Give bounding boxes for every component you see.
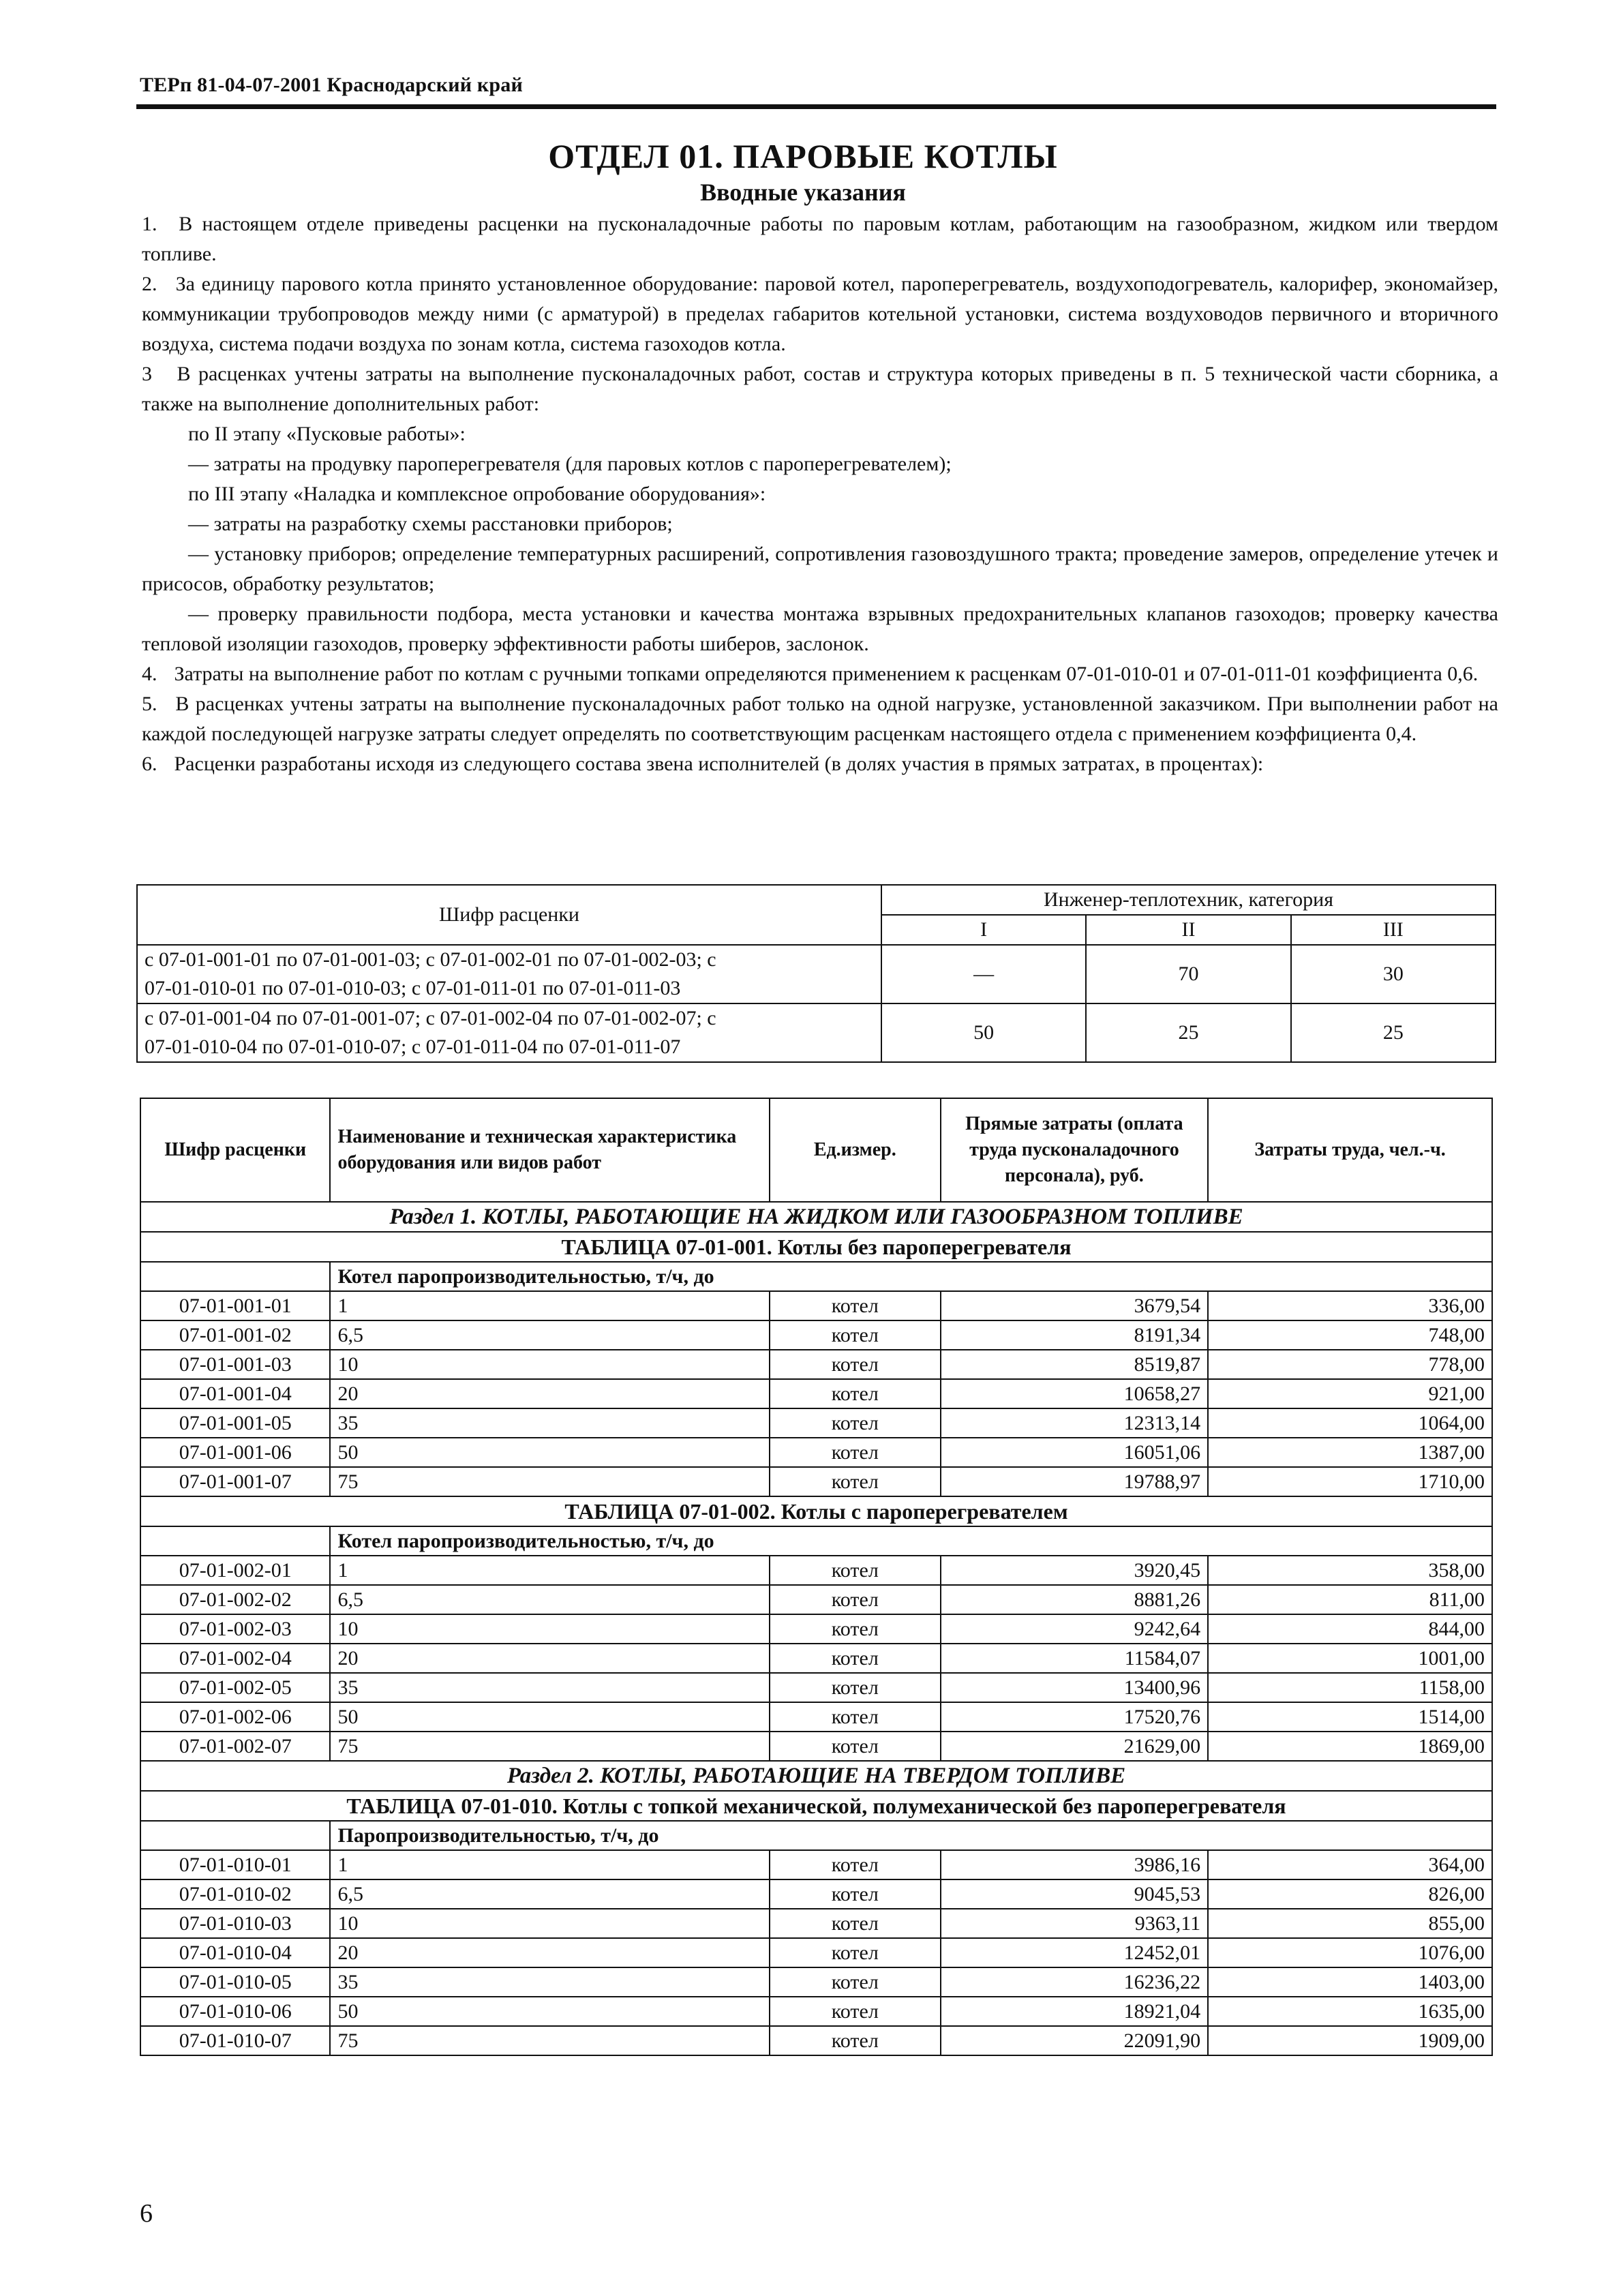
labor-value: 1909,00: [1208, 2026, 1492, 2055]
paragraph-text: — установку приборов; определение температурных расширений, сопротивления газовоздушного тракта; проведение замеров, определение утечек и присосов, обработку результатов;: [142, 543, 1498, 595]
labor-value: 1064,00: [1208, 1408, 1492, 1438]
document-header: ТЕРп 81-04-07-2001 Краснодарский край: [140, 74, 523, 96]
table-row: [140, 1408, 1492, 1438]
labor-value: 1514,00: [1208, 1702, 1492, 1732]
table-title-row: [140, 1232, 1492, 1262]
rate-code: 07-01-002-05: [140, 1673, 330, 1702]
codes-line: 07-01-010-01 по 07-01-010-03; с 07-01-011-01 по 07-01-011-03: [145, 977, 681, 999]
crew-cat-2-value: 25: [1086, 1003, 1290, 1062]
capacity-value: 6,5: [330, 1320, 769, 1350]
table-row: [140, 1732, 1492, 1761]
codes-line: с 07-01-001-01 по 07-01-001-03; с 07-01-002-01 по 07-01-002-03; с: [145, 948, 716, 971]
col-unit: Ед.измер.: [770, 1098, 941, 1202]
rate-code: 07-01-002-06: [140, 1702, 330, 1732]
direct-cost-value: 22091,90: [941, 2026, 1208, 2055]
table-07-01-010-title: ТАБЛИЦА 07-01-010. Котлы с топкой механической, полумеханической без пароперегревателя: [140, 1791, 1492, 1821]
capacity-value: 75: [330, 1467, 769, 1496]
direct-cost-value: 12452,01: [941, 1938, 1208, 1967]
rate-code: 07-01-001-07: [140, 1467, 330, 1496]
paragraph-4: [142, 659, 1498, 689]
capacity-value: 75: [330, 1732, 769, 1761]
rate-code: 07-01-001-02: [140, 1320, 330, 1350]
paragraph-number: 1.: [142, 213, 157, 235]
rate-code: 07-01-010-05: [140, 1967, 330, 1997]
direct-cost-value: 9363,11: [941, 1909, 1208, 1938]
crew-col-cat-1: I: [881, 915, 1086, 945]
unit-value: котел: [770, 1379, 941, 1408]
rate-code: 07-01-002-04: [140, 1644, 330, 1673]
labor-value: 1635,00: [1208, 1997, 1492, 2026]
table-row: [140, 1350, 1492, 1379]
paragraph-3-stage-3: по III этапу «Наладка и комплексное опробование оборудования»:: [188, 483, 766, 505]
table-row: [140, 1644, 1492, 1673]
capacity-value: 35: [330, 1673, 769, 1702]
crew-cat-1-value: 50: [881, 1003, 1086, 1062]
capacity-value: 20: [330, 1379, 769, 1408]
paragraph-text: Расценки разработаны исходя из следующего состава звена исполнителей (в долях участия в прямых затратах, в процентах):: [174, 753, 1264, 775]
section-2-title: Раздел 2. КОТЛЫ, РАБОТАЮЩИЕ НА ТВЕРДОМ ТОПЛИВЕ: [140, 1761, 1492, 1791]
group-empty-cell: [140, 1526, 330, 1556]
labor-value: 1001,00: [1208, 1644, 1492, 1673]
rate-code: 07-01-010-03: [140, 1909, 330, 1938]
crew-col-cat-3: III: [1291, 915, 1496, 945]
unit-value: котел: [770, 1850, 941, 1879]
labor-value: 1403,00: [1208, 1967, 1492, 1997]
table-row: [140, 1585, 1492, 1614]
paragraph-2: [142, 269, 1498, 359]
section-row: [140, 1202, 1492, 1232]
unit-value: котел: [770, 1879, 941, 1909]
unit-value: котел: [770, 1673, 941, 1702]
direct-cost-value: 17520,76: [941, 1702, 1208, 1732]
paragraph-number: 4.: [142, 663, 157, 685]
capacity-value: 6,5: [330, 1879, 769, 1909]
unit-value: котел: [770, 1320, 941, 1350]
col-name: Наименование и техническая характеристика оборудования или видов работ: [330, 1098, 769, 1202]
direct-cost-value: 16051,06: [941, 1438, 1208, 1467]
table-row: [140, 1967, 1492, 1997]
labor-value: 336,00: [1208, 1291, 1492, 1320]
table-row: [140, 1438, 1492, 1467]
direct-cost-value: 3679,54: [941, 1291, 1208, 1320]
unit-value: котел: [770, 1702, 941, 1732]
rate-code: 07-01-010-07: [140, 2026, 330, 2055]
rate-code: 07-01-001-05: [140, 1408, 330, 1438]
capacity-value: 1: [330, 1291, 769, 1320]
group-empty-cell: [140, 1821, 330, 1850]
paragraph-number: 2.: [142, 273, 157, 295]
capacity-value: 50: [330, 1438, 769, 1467]
rate-code: 07-01-001-03: [140, 1350, 330, 1379]
labor-value: 358,00: [1208, 1556, 1492, 1585]
rate-code: 07-01-001-04: [140, 1379, 330, 1408]
header-rule-divider: [136, 104, 1496, 109]
group-title: Котел паропроизводительностью, т/ч, до: [330, 1262, 1492, 1291]
unit-value: котел: [770, 1467, 941, 1496]
labor-value: 1387,00: [1208, 1438, 1492, 1467]
crew-codes: [137, 1003, 881, 1062]
direct-cost-value: 19788,97: [941, 1467, 1208, 1496]
capacity-value: 10: [330, 1350, 769, 1379]
table-row: [140, 1938, 1492, 1967]
paragraph-3-item: — затраты на продувку пароперегревателя (для паровых котлов с пароперегревателем);: [188, 453, 952, 475]
rate-code: 07-01-002-07: [140, 1732, 330, 1761]
table-row: [140, 1614, 1492, 1644]
codes-line: 07-01-010-04 по 07-01-010-07; с 07-01-011-04 по 07-01-011-07: [145, 1036, 681, 1058]
rate-code: 07-01-010-01: [140, 1850, 330, 1879]
crew-cat-3-value: 30: [1291, 945, 1496, 1003]
page-subtitle: Вводные указания: [700, 179, 906, 206]
capacity-value: 35: [330, 1408, 769, 1438]
capacity-value: 50: [330, 1997, 769, 2026]
labor-value: 778,00: [1208, 1350, 1492, 1379]
direct-cost-value: 21629,00: [941, 1732, 1208, 1761]
unit-value: котел: [770, 1967, 941, 1997]
direct-cost-value: 3986,16: [941, 1850, 1208, 1879]
page-number: 6: [140, 2199, 153, 2228]
crew-row: [137, 945, 1496, 1003]
rates-header-row: [140, 1098, 1492, 1202]
crew-cat-2-value: 70: [1086, 945, 1290, 1003]
unit-value: котел: [770, 1938, 941, 1967]
direct-cost-value: 16236,22: [941, 1967, 1208, 1997]
paragraph-number: 6.: [142, 753, 157, 775]
direct-cost-value: 9045,53: [941, 1879, 1208, 1909]
group-row: [140, 1821, 1492, 1850]
crew-codes: [137, 945, 881, 1003]
table-row: [140, 1379, 1492, 1408]
crew-col-cat-2: II: [1086, 915, 1290, 945]
direct-cost-value: 10658,27: [941, 1379, 1208, 1408]
table-row: [140, 1673, 1492, 1702]
rate-code: 07-01-001-06: [140, 1438, 330, 1467]
crew-cat-1-value: —: [881, 945, 1086, 1003]
capacity-value: 75: [330, 2026, 769, 2055]
labor-value: 364,00: [1208, 1850, 1492, 1879]
crew-cat-3-value: 25: [1291, 1003, 1496, 1062]
direct-cost-value: 13400,96: [941, 1673, 1208, 1702]
group-title: Паропроизводительностью, т/ч, до: [330, 1821, 1492, 1850]
paragraph-3-item: [142, 599, 1498, 659]
codes-line: с 07-01-001-04 по 07-01-001-07; с 07-01-002-04 по 07-01-002-07; с: [145, 1007, 716, 1029]
rate-code: 07-01-002-03: [140, 1614, 330, 1644]
paragraph-number: 3: [142, 363, 152, 385]
labor-value: 1710,00: [1208, 1467, 1492, 1496]
section-1-title: Раздел 1. КОТЛЫ, РАБОТАЮЩИЕ НА ЖИДКОМ ИЛИ ГАЗООБРАЗНОМ ТОПЛИВЕ: [140, 1202, 1492, 1232]
paragraph-text: Затраты на выполнение работ по котлам с ручными топками определяются применением к расценкам 07-01-010-01 и 07-01-011-01 коэффициента 0,6.: [174, 663, 1479, 685]
table-row: [140, 1909, 1492, 1938]
capacity-value: 1: [330, 1850, 769, 1879]
direct-cost-value: 11584,07: [941, 1644, 1208, 1673]
unit-value: котел: [770, 1585, 941, 1614]
unit-value: котел: [770, 1291, 941, 1320]
rate-code: 07-01-001-01: [140, 1291, 330, 1320]
rates-table: [140, 1098, 1493, 2056]
rate-code: 07-01-002-01: [140, 1556, 330, 1585]
group-row: [140, 1262, 1492, 1291]
paragraph-text: В расценках учтены затраты на выполнение пусконаладочных работ только на одной нагрузке, установленной заказчиком. При выполнении работ на каждой последующей нагрузке затраты следует определять по соответствующим расценкам настоящего отдела с применением коэффициента 0,4.: [142, 693, 1498, 745]
table-row: [140, 1291, 1492, 1320]
group-title: Котел паропроизводительностью, т/ч, до: [330, 1526, 1492, 1556]
labor-value: 1158,00: [1208, 1673, 1492, 1702]
unit-value: котел: [770, 1909, 941, 1938]
labor-value: 844,00: [1208, 1614, 1492, 1644]
paragraph-3-stage-2: по II этапу «Пусковые работы»:: [188, 423, 466, 445]
rates-body: [140, 1202, 1492, 2055]
section-row: [140, 1761, 1492, 1791]
labor-value: 1076,00: [1208, 1938, 1492, 1967]
labor-value: 1869,00: [1208, 1732, 1492, 1761]
group-empty-cell: [140, 1262, 330, 1291]
table-title-row: [140, 1496, 1492, 1526]
direct-cost-value: 12313,14: [941, 1408, 1208, 1438]
unit-value: котел: [770, 1614, 941, 1644]
crew-col-group: Инженер-теплотехник, категория: [881, 885, 1496, 915]
unit-value: котел: [770, 1732, 941, 1761]
paragraph-3-item: [142, 539, 1498, 599]
unit-value: котел: [770, 1556, 941, 1585]
unit-value: котел: [770, 1438, 941, 1467]
group-row: [140, 1526, 1492, 1556]
table-07-01-001-title: ТАБЛИЦА 07-01-001. Котлы без пароперегревателя: [140, 1232, 1492, 1262]
direct-cost-value: 8191,34: [941, 1320, 1208, 1350]
paragraph-1: [142, 209, 1498, 269]
labor-value: 826,00: [1208, 1879, 1492, 1909]
capacity-value: 50: [330, 1702, 769, 1732]
capacity-value: 20: [330, 1644, 769, 1673]
rate-code: 07-01-010-04: [140, 1938, 330, 1967]
paragraph-text: В расценках учтены затраты на выполнение пусконаладочных работ, состав и структура которых приведены в п. 5 технической части сборника, а также на выполнение дополнительных работ:: [142, 363, 1498, 415]
capacity-value: 35: [330, 1967, 769, 1997]
capacity-value: 6,5: [330, 1585, 769, 1614]
unit-value: котел: [770, 1644, 941, 1673]
table-row: [140, 1702, 1492, 1732]
crew-row: [137, 1003, 1496, 1062]
rate-code: 07-01-010-06: [140, 1997, 330, 2026]
paragraph-5: [142, 689, 1498, 749]
paragraph-6: [142, 749, 1498, 779]
page-title: ОТДЕЛ 01. ПАРОВЫЕ КОТЛЫ: [548, 137, 1058, 175]
capacity-value: 1: [330, 1556, 769, 1585]
table-row: [140, 1320, 1492, 1350]
capacity-value: 10: [330, 1909, 769, 1938]
unit-value: котел: [770, 1997, 941, 2026]
table-row: [140, 1879, 1492, 1909]
crew-composition-table: [136, 884, 1496, 1063]
direct-cost-value: 8881,26: [941, 1585, 1208, 1614]
capacity-value: 20: [330, 1938, 769, 1967]
unit-value: котел: [770, 1350, 941, 1379]
crew-header-row: [137, 885, 1496, 915]
paragraph-3-item: — затраты на разработку схемы расстановки приборов;: [188, 513, 673, 535]
table-row: [140, 1997, 1492, 2026]
unit-value: котел: [770, 1408, 941, 1438]
paragraph-number: 5.: [142, 693, 157, 715]
capacity-value: 10: [330, 1614, 769, 1644]
labor-value: 811,00: [1208, 1585, 1492, 1614]
table-title-row: [140, 1791, 1492, 1821]
labor-value: 748,00: [1208, 1320, 1492, 1350]
direct-cost-value: 8519,87: [941, 1350, 1208, 1379]
introductory-notes: [142, 209, 1498, 779]
table-07-01-002-title: ТАБЛИЦА 07-01-002. Котлы с пароперегревателем: [140, 1496, 1492, 1526]
rate-code: 07-01-010-02: [140, 1879, 330, 1909]
paragraph-text: За единицу парового котла принято установленное оборудование: паровой котел, пароперегреватель, воздухоподогреватель, калорифер, экономайзер, коммуникации трубопроводов между ними (с арматурой) в пределах габаритов котельной установки, система воздуховодов первичного и вторичного воздуха, система подачи воздуха по зонам котла, система газоходов котла.: [142, 273, 1498, 355]
paragraph-text: — проверку правильности подбора, места установки и качества монтажа взрывных предохранительных клапанов газоходов; проверку качества тепловой изоляции газоходов, проверку эффективности работы шиберов, заслонок.: [142, 603, 1498, 655]
col-code: Шифр расценки: [140, 1098, 330, 1202]
table-row: [140, 1850, 1492, 1879]
labor-value: 921,00: [1208, 1379, 1492, 1408]
paragraph-3: [142, 359, 1498, 419]
rate-code: 07-01-002-02: [140, 1585, 330, 1614]
direct-cost-value: 18921,04: [941, 1997, 1208, 2026]
col-labor: Затраты труда, чел.-ч.: [1208, 1098, 1492, 1202]
crew-col-code: Шифр расценки: [137, 885, 881, 945]
direct-cost-value: 3920,45: [941, 1556, 1208, 1585]
unit-value: котел: [770, 2026, 941, 2055]
paragraph-text: В настоящем отделе приведены расценки на пусконаладочные работы по паровым котлам, работающим на газообразном, жидком или твердом топливе.: [142, 213, 1498, 265]
direct-cost-value: 9242,64: [941, 1614, 1208, 1644]
table-row: [140, 1556, 1492, 1585]
table-row: [140, 1467, 1492, 1496]
table-row: [140, 2026, 1492, 2055]
col-direct-cost: Прямые затраты (оплата труда пусконаладочного персонала), руб.: [941, 1098, 1208, 1202]
labor-value: 855,00: [1208, 1909, 1492, 1938]
